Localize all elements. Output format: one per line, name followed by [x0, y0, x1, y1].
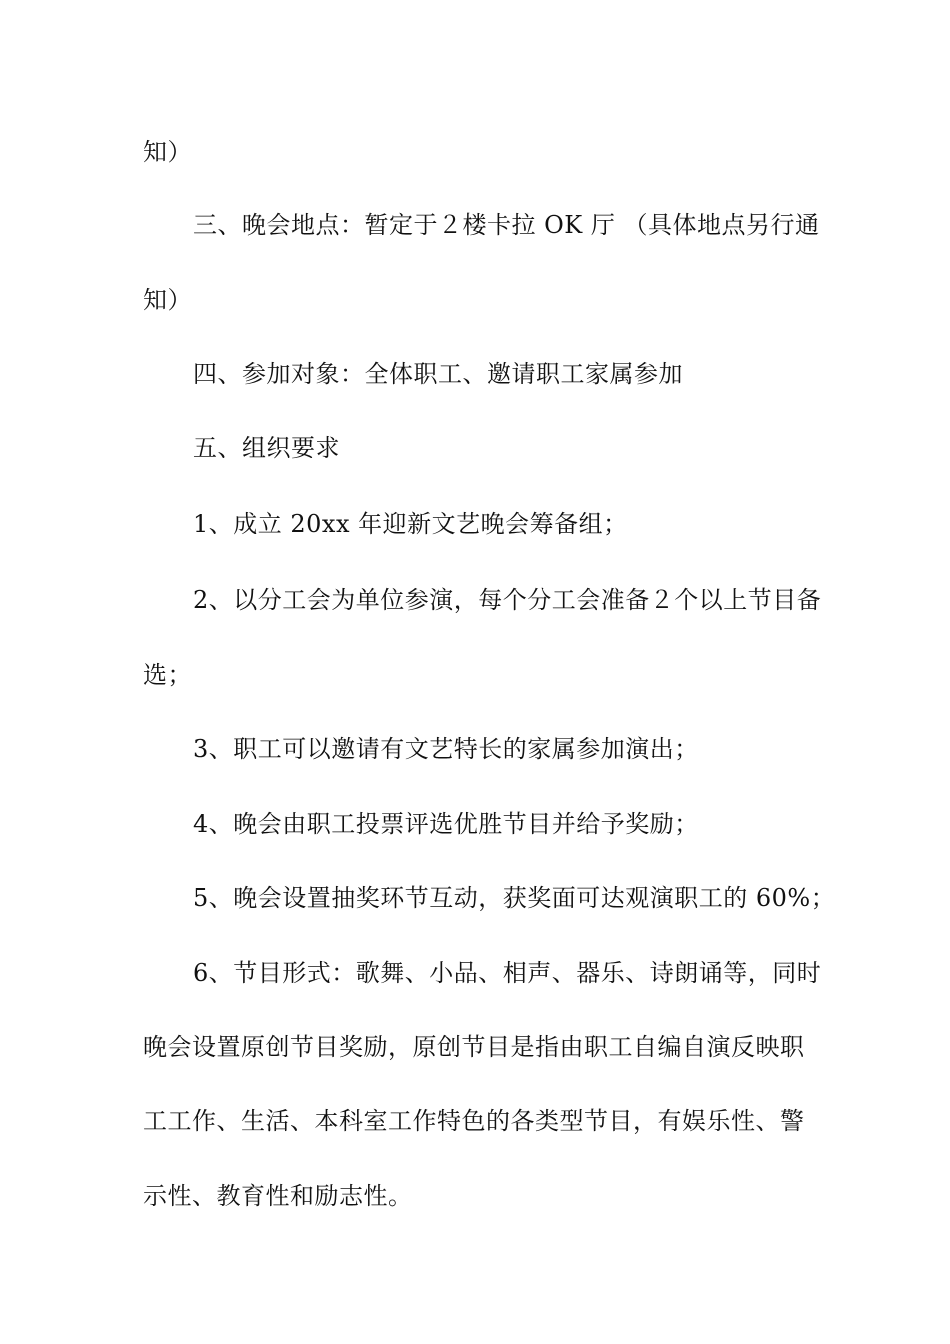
text-line: 知） [143, 138, 192, 166]
text-line: 晚会设置原创节目奖励，原创节目是指由职工自编自演反映职 [143, 1033, 805, 1061]
text-line: 4、晚会由职工投票评选优胜节目并给予奖励； [193, 810, 699, 838]
text-line: 6、节目形式：歌舞、小品、相声、器乐、诗朗诵等，同时 [193, 959, 822, 987]
text-line: 选； [143, 661, 192, 689]
text-line: 5、晚会设置抽奖环节互动，获奖面可达观演职工的 60%； [193, 884, 836, 912]
text-line: 五、组织要求 [193, 434, 340, 462]
text-line: 三、晚会地点：暂定于２楼卡拉 OK 厅 （具体地点另行通 [193, 211, 820, 239]
text-line: 1、成立 20xx 年迎新文艺晚会筹备组； [193, 510, 628, 538]
text-line: 知） [143, 286, 192, 314]
text-line: 示性、教育性和励志性。 [143, 1182, 413, 1210]
text-line: 3、职工可以邀请有文艺特长的家属参加演出； [193, 735, 699, 763]
text-line: 2、以分工会为单位参演，每个分工会准备２个以上节目备 [193, 586, 822, 614]
text-line: 工工作、生活、本科室工作特色的各类型节目，有娱乐性、警 [143, 1107, 805, 1135]
text-line: 四、参加对象：全体职工、邀请职工家属参加 [193, 360, 683, 388]
